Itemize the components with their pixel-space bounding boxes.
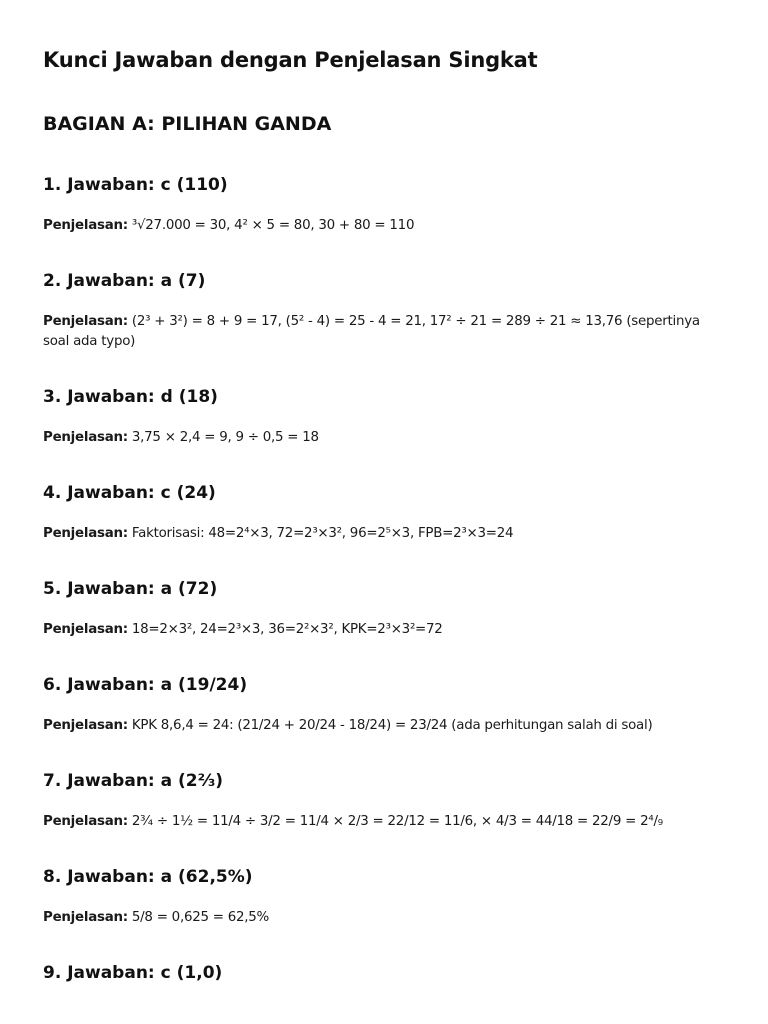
explanation-text: (2³ + 3²) = 8 + 9 = 17, (5² - 4) = 25 - 4 = 21, 17² ÷ 21 = 289 ÷ 21 ≈ 13,76 (sepertinya soal ada typo) xyxy=(43,314,700,349)
answer-heading: 2. Jawaban: a (7) xyxy=(43,271,206,291)
explanation-text: 2¾ ÷ 1½ = 11/4 ÷ 3/2 = 11/4 × 2/3 = 22/12 = 11/6, × 4/3 = 44/18 = 22/9 = 2⁴/₉ xyxy=(131,814,663,829)
answer-heading: 7. Jawaban: a (2⅔) xyxy=(43,771,223,791)
explanation-text: Faktorisasi: 48=2⁴×3, 72=2³×3², 96=2⁵×3, FPB=2³×3=24 xyxy=(131,526,514,541)
explanation-label: Penjelasan: xyxy=(43,218,128,233)
explanation-paragraph xyxy=(43,524,728,544)
explanation-text: KPK 8,6,4 = 24: (21/24 + 20/24 - 18/24) = 23/24 (ada perhitungan salah di soal) xyxy=(131,718,653,733)
answer-heading: 9. Jawaban: c (1,0) xyxy=(43,963,223,983)
explanation-label: Penjelasan: xyxy=(43,526,128,541)
explanation-text: ³√27.000 = 30, 4² × 5 = 80, 30 + 80 = 110 xyxy=(131,218,415,233)
explanation-paragraph xyxy=(43,812,728,832)
answer-heading: 5. Jawaban: a (72) xyxy=(43,579,218,599)
explanation-label: Penjelasan: xyxy=(43,814,128,829)
explanation-text: 18=2×3², 24=2³×3, 36=2²×3², KPK=2³×3²=72 xyxy=(131,622,443,637)
explanation-paragraph xyxy=(43,428,728,448)
explanation-label: Penjelasan: xyxy=(43,910,128,925)
answer-heading: 8. Jawaban: a (62,5%) xyxy=(43,867,253,887)
answer-heading: 1. Jawaban: c (110) xyxy=(43,175,228,195)
explanation-paragraph xyxy=(43,312,728,352)
answer-heading: 6. Jawaban: a (19/24) xyxy=(43,675,248,695)
explanation-text: 3,75 × 2,4 = 9, 9 ÷ 0,5 = 18 xyxy=(131,430,319,445)
answer-heading: 4. Jawaban: c (24) xyxy=(43,483,216,503)
explanation-label: Penjelasan: xyxy=(43,430,128,445)
explanation-paragraph xyxy=(43,620,728,640)
explanation-text: 5/8 = 0,625 = 62,5% xyxy=(131,910,270,925)
document-title: Kunci Jawaban dengan Penjelasan Singkat xyxy=(43,48,538,72)
answer-heading: 3. Jawaban: d (18) xyxy=(43,387,218,407)
explanation-label: Penjelasan: xyxy=(43,718,128,733)
section-title: BAGIAN A: PILIHAN GANDA xyxy=(43,113,332,135)
explanation-paragraph xyxy=(43,716,728,736)
explanation-label: Penjelasan: xyxy=(43,622,128,637)
explanation-paragraph xyxy=(43,908,728,928)
explanation-label: Penjelasan: xyxy=(43,314,128,329)
explanation-paragraph xyxy=(43,216,728,236)
